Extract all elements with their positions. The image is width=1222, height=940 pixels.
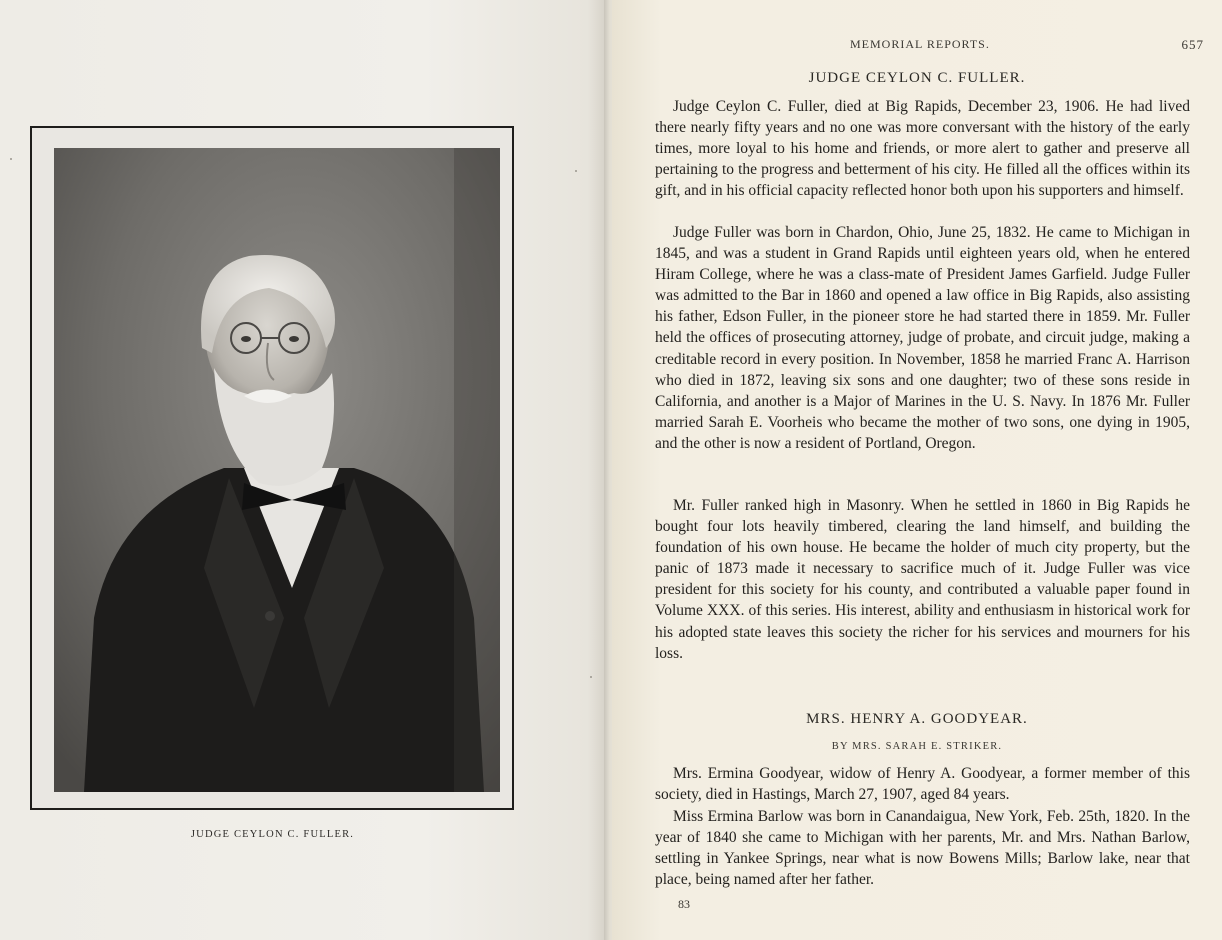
right-page [612,0,1222,940]
paper-speck [575,170,577,172]
article-byline: BY MRS. SARAH E. STRIKER. [831,741,1003,752]
paragraph: Judge Fuller was born in Chardon, Ohio, June 25, 1832. He came to Michigan in 1845, and was a student in Grand Rapids until eighteen years old, when he entered Hiram College, where he was a class-mate of President James Garfield. Judge Fuller was admitted to the Bar in 1860 and opened a law office in Big Rapids, also assisting his father, Edson Fuller, in the pioneer store he had started there in 1859. Mr. Fuller held the offices of prosecuting attorney, judge of probate, and circuit judge, making a creditable record in every position. In November, 1858 he married Franc A. Harrison who died in 1872, leaving six sons and one daughter; two of these sons reside in California, and another is a Major of Marines in the U. S. Navy. In 1876 Mr. Fuller married Sarah E. Voorheis who became the mother of two sons, one dying in 1905, and the other is now a resident of Portland, Oregon. [655,224,1190,452]
portrait-illustration [54,148,500,792]
page-number: 657 [1181,37,1204,52]
paper-speck [10,158,12,160]
portrait-photo [54,148,500,792]
article-heading-goodyear: MRS. HENRY A. GOODYEAR. [806,711,1028,727]
left-page [0,0,606,940]
running-head [612,37,1222,53]
paragraph: Judge Ceylon C. Fuller, died at Big Rapids, December 23, 1906. He had lived there nearly fifty years and no one was more conversant with the history of the early times, more loyal to his home and friends, or more alert to gather and preserve all pertaining to the progress and betterment of his city. He filled all the offices within its gift, and in his official capacity reflected honor both upon his supporters and himself. [655,98,1190,200]
paragraph: Miss Ermina Barlow was born in Canandaigua, New York, Feb. 25th, 1820. In the year of 1840 she came to Michigan with her parents, Mr. and Mrs. Nathan Barlow, settling in Yankee Springs, near what is now Bowens Mills; Barlow lake, near that place, being named after her father. [655,808,1190,889]
running-head-title: MEMORIAL REPORTS. [850,37,990,51]
signature-mark: 83 [678,897,690,911]
plate-caption: JUDGE CEYLON C. FULLER. [190,829,355,840]
paper-speck [590,676,592,678]
portrait-plate [30,126,514,810]
paragraph: Mr. Fuller ranked high in Masonry. When he settled in 1860 in Big Rapids he bought four lots heavily timbered, clearing the land himself, and building the foundation of his own house. He became the holder of much city property, but the panic of 1873 made it necessary to sacrifice much of it. Judge Fuller was vice president for this society for his county, and contributed a valuable paper found in Volume XXX. of this series. His interest, ability and enthusiasm in historical work for his adopted state leaves this society the richer for his services and mourners for his loss. [655,497,1190,662]
article-heading-fuller: JUDGE CEYLON C. FULLER. [808,70,1026,86]
paragraph: Mrs. Ermina Goodyear, widow of Henry A. Goodyear, a former member of this society, died in Hastings, March 27, 1907, aged 84 years. [655,765,1190,804]
